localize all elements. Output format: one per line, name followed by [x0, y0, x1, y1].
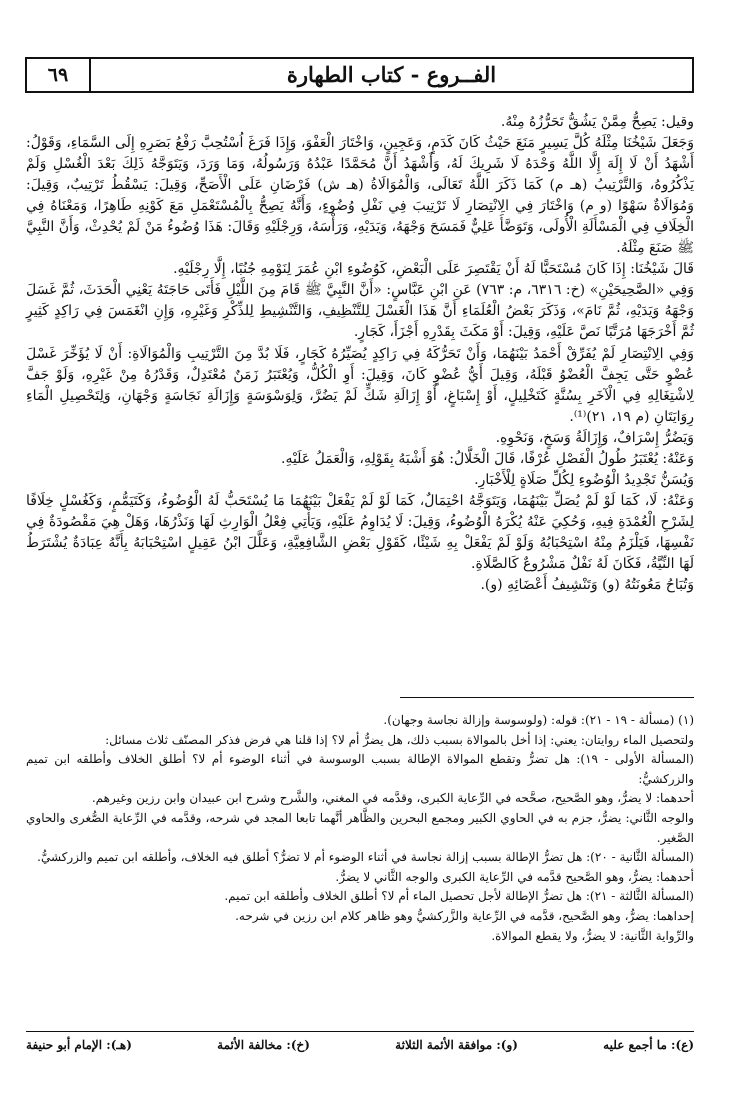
legend-item: (و): موافقة الأئمة الثلاثة: [395, 1038, 518, 1052]
footnote-line: والرِّواية الثَّانية: لا يضرُّ، ولا يقطع الموالاة.: [491, 928, 694, 943]
legend-item: (خ): مخالفة الأئمة: [217, 1038, 310, 1052]
footnote-line: (١) (مسألة - ١٩ - ٢١): قوله: (ولوسوسة وإزالة نجاسة وجهان).: [383, 713, 694, 727]
footnote-line: والوجه الثَّاني: يضرُّ، جزم به في الحاوي الكبير ومجمع البحرين والظَّاهر أنَّهما تابعا المجد في شرحه، وقدَّمه في الرِّعاية الصُّغرى والحاوي الصَّغير.: [26, 810, 694, 845]
running-title: الفــروع - كتاب الطهارة: [286, 62, 497, 87]
footnote-line: أحدهما: لا يضرُّ، وهو الصَّحيح، صحَّحه في الرِّعاية الكبرى، وقدَّمه في المغني، والشَّرح وشرح ابن عبيدان وابن رزين وغيرهم.: [91, 791, 694, 806]
footnote-line: إحداهما: يضرُّ، وهو الصَّحيح، قدَّمه في الرِّعاية والزَّركشيُّ وهو ظاهر كلام ابن رزين في شرحه.: [235, 908, 694, 923]
footnote-line: (المسألة الثَّانية - ٢٠): هل تضرُّ الإطالة بسبب إزالة نجاسة في أثناء الوضوء أم لا تضرُّ؟ أطلق فيه الخلاف، وأطلقه ابن تميم والزركشيُّ.: [37, 850, 694, 865]
footnote-line: (المسألة الأولى - ١٩): هل تضرُّ وتقطع الموالاة الإطالة بسبب الوسوسة في أثناء الوضوء أم لا؟ أطلق الخلاف وأطلقه ابن تميم والزركشيُّ:: [26, 752, 694, 786]
legend-item: (هـ): الإمام أبو حنيفة: [26, 1038, 132, 1052]
legend-footer: [26, 1031, 694, 1062]
text-paragraph: قَالَ شَيْخُنَا: إِذَا كَانَ مُسْتَحَبًّا لَهُ أَنْ يَقْتَصِرَ عَلَى الْبَعْضِ، كَوُضُوءِ ابْنِ عُمَرَ لِنَوْمِهِ جُنُبًا، إِلَّا رِجْلَيْهِ.: [173, 261, 694, 278]
text-paragraph: وَيُسَنُّ تَجْدِيدُ الْوُضُوءِ لِكُلِّ صَلَاةٍ لِلْأَخْبَارِ.: [474, 471, 694, 488]
legend-item: (ع): ما أجمع عليه: [603, 1038, 694, 1052]
text-paragraph: وَيَضُرُّ إِسْرَافٌ، وَإِزَالَةُ وَسَخٍ، وَنَحْوِهِ.: [495, 429, 694, 446]
text-paragraph: وَجَعَلَ شَيْخُنَا مِثْلَهُ كُلَّ يَسِيرٍ مَنَعَ حَيْثُ كَانَ كَدَمٍ، وَعَجِينٍ، وَاخْتَارَ الْعَفْوَ، وَإِذَا فَرَغَ اُسْتُحِبَّ رَفْعُ بَصَرِهِ إِلَى السَّمَاءِ، وَقَوْلُ: أَشْهَدُ أَنْ لَا إِلَهَ إِلَّا اللَّهُ وَحْدَهُ لَا شَرِيكَ لَهُ، وَأَشْهَدُ أَنَّ مُحَمَّدًا عَبْدُهُ وَرَسُولُهُ، وَمَا وَرَدَ، وَيَتَوَجَّهُ ذَلِكَ بَعْدَ الْغُسْلِ وَلَمْ يَذْكُرُوهُ، وَالتَّرْتِيبُ (هـ م) كَمَا ذَكَرَ اللَّهُ تَعَالَى، وَالْمُوَالَاةُ (هـ ش) فَرْضَانِ عَلَى الْأَصَحِّ، وَقِيلَ: يَسْقُطُ تَرْتِيبٌ، وَقِيلَ: وَمُوَالَاةٌ سَهْوًا (و م) وَاخْتَارَ فِي الِانْتِصَارِ لَا تَرْتِيبَ فِي نَفْلِ وُضُوءٍ، وَأَنَّهُ يَصِحُّ بِالْمُسْتَعْمَلِ مَعَ كَوْنِهِ طَاهِرًا، وَمَعْنَاهُ فِي الْخِلَافِ فِي الْمَسْأَلَةِ الْأُولَى، وَتَوَضَّأَ عَلِيٌّ فَمَسَحَ وَجْهَهُ، وَيَدَيْهِ، وَرَأْسَهُ، وَرِجْلَيْهِ وَقَالَ: هَذَا وُضُوءُ مَنْ لَمْ يُحْدِثْ، وَأَنَّ النَّبِيَّ ﷺ صَنَعَ مِثْلَهُ.: [26, 135, 695, 257]
footnotes: [26, 711, 694, 946]
footnote-line: أحدهما: يضرُّ، وهو الصَّحيح قدَّمه في الرِّعاية الكبرى والوجه الثَّاني لا يضرُّ.: [335, 869, 694, 884]
text-paragraph: وَفِي «الصَّحِيحَيْنِ» (خ: ٦٣١٦، م: ٧٦٣) عَنِ ابْنِ عَبَّاسٍ: «أَنَّ النَّبِيَّ ﷺ قَامَ مِنَ اللَّيْلِ فَأَتَى حَاجَتَهُ يَعْنِي الْحَدَثَ، ثُمَّ غَسَلَ وَجْهَهُ وَيَدَيْهِ، ثُمَّ نَامَ»، وَذَكَرَ بَعْضُ الْعُلَمَاءِ أَنَّ هَذَا الْغَسْلَ لِلتَّنْظِيفِ، وَالتَّنْشِيطِ لِلذِّكْرِ وَغَيْرِهِ، وَإِنِ انْغَمَسَ فِي رَاكِدٍ كَثِيرٍ ثُمَّ أَخْرَجَهَا مُرَتَّبًا نَصَّ عَلَيْهِ، وَقِيلَ: أَوْ مَكَثَ بِقَدْرِهِ أَجْزَأَ، كَجَارٍ.: [26, 282, 694, 341]
footnote-divider: [400, 697, 694, 698]
footnote-line: (المسألة الثَّالثة - ٢١): هل تضرُّ الإطالة لأجل تحصيل الماء أم لا؟ أطلق الخلاف وأطلقه ابن تميم.: [224, 889, 694, 904]
page-number: ٦٩: [27, 59, 91, 91]
text-paragraph: وقيل: يَصِحُّ مِمَّنْ يَشُقُّ تَحَرُّزُهُ مِنْهُ.: [500, 114, 694, 130]
text-paragraph: وَفِي الِانْتِصَارِ لَمْ يُفَرِّقْ أَحْمَدُ بَيْنَهُمَا، وَأَنْ تَحَرُّكَهُ فِي رَاكِدٍ يُصَيِّرُهُ كَجَارٍ، فَلَا بُدَّ مِنَ التَّرْتِيبِ وَالْمُوَالَاةِ: أَنْ لَا يُؤَخِّرَ غَسْلَ عُضْوٍ حَتَّى يَجِفَّ الْعُضْوُ قَبْلَهُ، وَقِيلَ أَيُّ عُضْوٍ كَانَ، وَقِيلَ: أَوِ الْكُلُّ، وَيُعْتَبَرُ زَمَنٌ مُعْتَدِلٌ، وَقَدْرُهُ مِنْ غَيْرِهِ، وَلَوْ جَفَّ لِاشْتِغَالِهِ فِي الْآخَرِ بِسُنَّةٍ كَتَخْلِيلٍ، أَوْ إِسْبَاغٍ، أَوْ إِزَالَةِ شَكٍّ لَمْ يَضُرَّ، وَلِوَسْوَسَةٍ وَإِزَالَةِ نَجَاسَةٍ وَجْهَانِ، وَلِتَحْصِيلِ الْمَاءِ رِوَايَتَانِ (م ١٩، ٢١)⁽¹⁾.: [26, 345, 694, 425]
page-header: [25, 57, 694, 93]
text-paragraph: وَعَنْهُ: لَا، كَمَا لَوْ لَمْ يُصَلِّ بَيْنَهُمَا، وَيَتَوَجَّهُ احْتِمَالٌ، كَمَا لَوْ لَمْ يَفْعَلْ بَيْنَهُمَا مَا يُسْتَحَبُّ لَهُ الْوُضُوءُ، وَكَتَيَمُّمٍ، وَكَغُسْلٍ خِلَافًا لِشَرْحِ الْعُمْدَةِ فِيهِ، وَحُكِيَ عَنْهُ يُكْرَهُ الْوُضُوءُ، وَقِيلَ: لَا يُدَاوِمُ عَلَيْهِ، وَيَأْتِي فِعْلُ الْوَارِثِ لَهَا وَنَذْرُهَا، وَهَلْ هِيَ مَقْصُودَةٌ فِي نَفْسِهَا، فَيَلْزَمُ مِنْهُ اسْتِحْبَابُهُ وَلَوْ لَمْ يَفْعَلْ بِهِ شَيْئًا، كَقَوْلِ بَعْضِ الشَّافِعِيَّةِ، وَعَلَّلَ ابْنُ عَقِيلٍ اسْتِحْبَابَهُ بِأَنَّهُ عِبَادَةٌ يُشْتَرَطُ لَهَا النِّيَّةُ، فَكَانَ لَهُ نَفْلٌ مَشْرُوعٌ كَالصَّلَاةِ.: [26, 492, 694, 572]
main-text: [26, 112, 694, 596]
text-paragraph: وَتُبَاحُ مَعُونَتُهُ (و) وَتَنْشِيفُ أَعْضَائِهِ (و).: [480, 577, 694, 594]
text-paragraph: وَعَنْهُ: يُعْتَبَرُ طُولُ الْفَصْلِ عُرْفًا، قَالَ الْخَلَّالُ: هُوَ أَشْبَهُ بِقَوْلِهِ، وَالْعَمَلُ عَلَيْهِ.: [281, 450, 694, 467]
footnote-line: ولتحصيل الماء روايتان: يعني: إذا أخل بالموالاة بسبب ذلك، هل يضرُّ أم لا؟ إذا قلنا هي فرض فذكر المصنّف ثلاث مسائل:: [105, 732, 694, 747]
